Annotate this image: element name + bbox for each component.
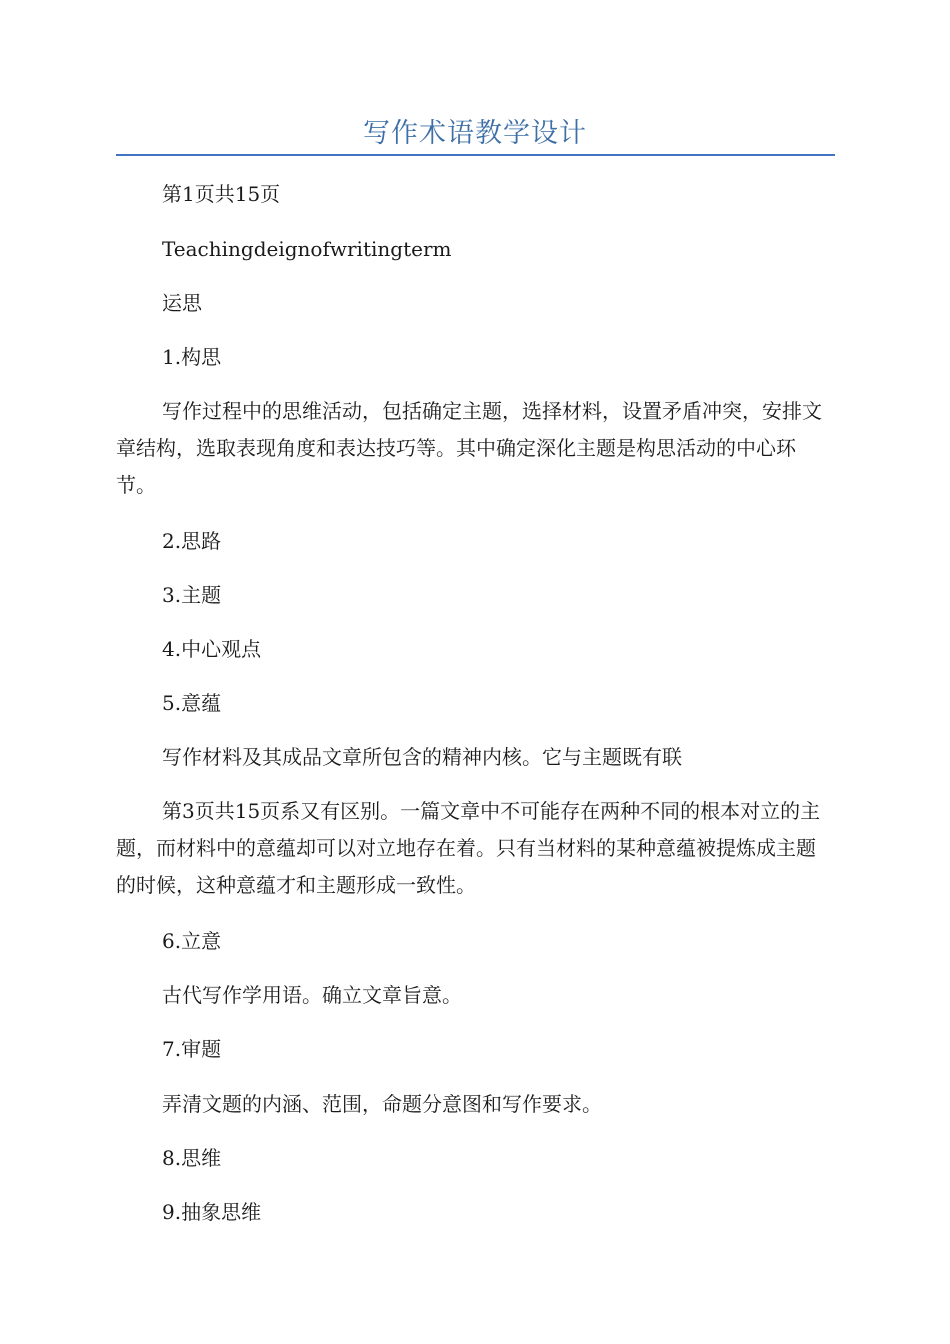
term-heading: 5.意蕴 [162,691,222,715]
term-heading: 7.审题 [162,1037,222,1061]
body-paragraph: 第3页共15页系又有区别。一篇文章中不可能存在两种不同的根本对立的主题，而材料中的意蕴却可以对立地存在着。只有当材料的某种意蕴被提炼成主题的时候，这种意蕴才和主题形成一致性。 [116,799,821,897]
term-heading: 6.立意 [162,929,222,953]
section-heading: 运思 [162,291,202,315]
title-underline [116,154,835,156]
page-indicator: 第1页共15页 [162,182,281,206]
body-paragraph: 弄清文题的内涵、范围，命题分意图和写作要求。 [162,1092,602,1116]
document-title: 写作术语教学设计 [363,118,587,149]
english-title: Teachingdeignofwritingterm [162,237,452,261]
body-paragraph: 写作过程中的思维活动，包括确定主题，选择材料，设置矛盾冲突，安排文章结构，选取表现角度和表达技巧等。其中确定深化主题是构思活动的中心环节。 [116,399,822,497]
term-heading: 9.抽象思维 [162,1200,262,1224]
term-heading: 1.构思 [162,345,222,369]
term-heading: 3.主题 [162,583,222,607]
term-heading: 4.中心观点 [162,637,262,661]
body-paragraph: 古代写作学用语。确立文章旨意。 [162,983,462,1007]
term-heading: 2.思路 [162,529,222,553]
term-heading: 8.思维 [162,1146,222,1170]
body-paragraph: 写作材料及其成品文章所包含的精神内核。它与主题既有联 [162,745,682,769]
